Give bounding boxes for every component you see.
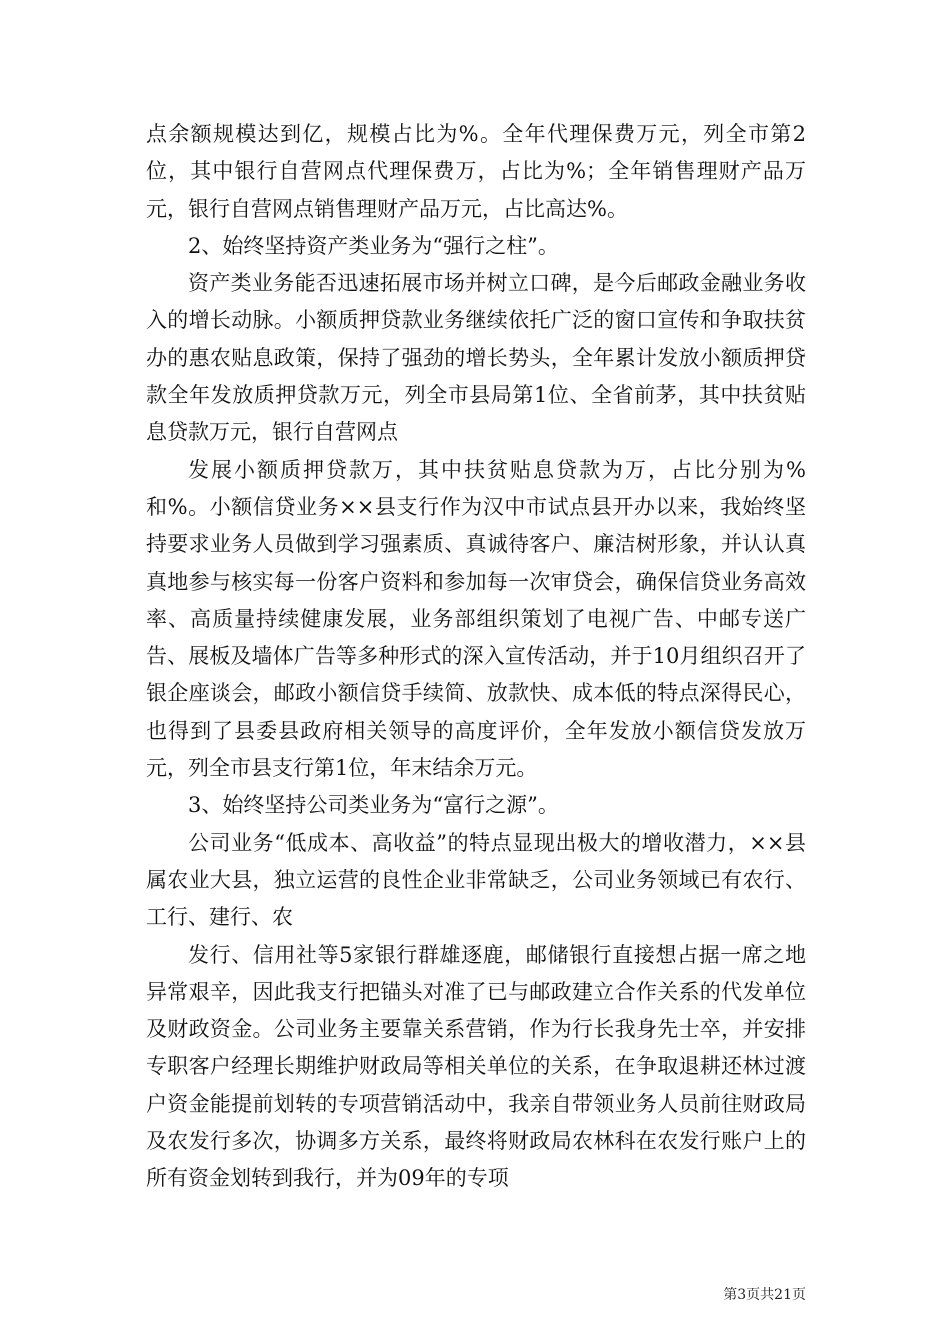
section-heading: 3、始终坚持公司类业务为“富行之源”。 [188,793,559,818]
paragraph: 公司业务“低成本、高收益”的特点显现出极大的增收潜力，××县属农业大县，独立运营的良性企业非常缺乏，公司业务领域已有农行、工行、建行、农 [146,830,806,930]
paragraph: 点余额规模达到亿，规模占比为%。全年代理保费万元，列全市第2位，其中银行自营网点代理保费万，占比为%；全年销售理财产品万元，银行自营网点销售理财产品万元，占比高达%。 [146,122,806,221]
section-heading: 2、始终坚持资产类业务为“强行之柱”。 [188,233,559,258]
paragraph: 发行、信用社等5家银行群雄逐鹿，邮储银行直接想占据一席之地异常艰辛，因此我支行把锚头对准了已与邮政建立合作关系的代发单位及财政资金。公司业务主要靠关系营销，作为行长我身先士卒，并安排专职客户经理长期维护财政局等相关单位的关系，在争取退耕还林过渡户资金能提前划转的专项营销活动中，我亲自带领业务人员前往财政局及农发行多次，协调多方关系，最终将财政局农林科在农发行账户上的所有资金划转到我行，并为09年的专项 [146,942,806,1191]
paragraph: 发展小额质押贷款万，其中扶贫贴息贷款为万，占比分别为%和%。小额信贷业务××县支行作为汉中市试点县开办以来，我始终坚持要求业务人员做到学习强素质、真诚待客户、廉洁树形象，并认认真真地参与核实每一份客户资料和参加每一次审贷会，确保信贷业务高效率、高质量持续健康发展，业务部组织策划了电视广告、中邮专送广告、展板及墙体广告等多种形式的深入宣传活动，并于10月组织召开了银企座谈会，邮政小额信贷手续简、放款快、成本低的特点深得民心，也得到了县委县政府相关领导的高度评价，全年发放小额信贷发放万元，列全市县支行第1位，年末结余万元。 [146,457,806,781]
document-body [146,116,806,1198]
paragraph: 资产类业务能否迅速拓展市场并树立口碑，是今后邮政金融业务收入的增长动脉。小额质押贷款业务继续依托广泛的窗口宣传和争取扶贫办的惠农贴息政策，保持了强劲的增长势头，全年累计发放小额质押贷款全年发放质押贷款万元，列全市县局第1位、全省前茅，其中扶贫贴息贷款万元，银行自营网点 [146,271,806,445]
page-number-footer: 第3页共21页 [723,1287,806,1303]
